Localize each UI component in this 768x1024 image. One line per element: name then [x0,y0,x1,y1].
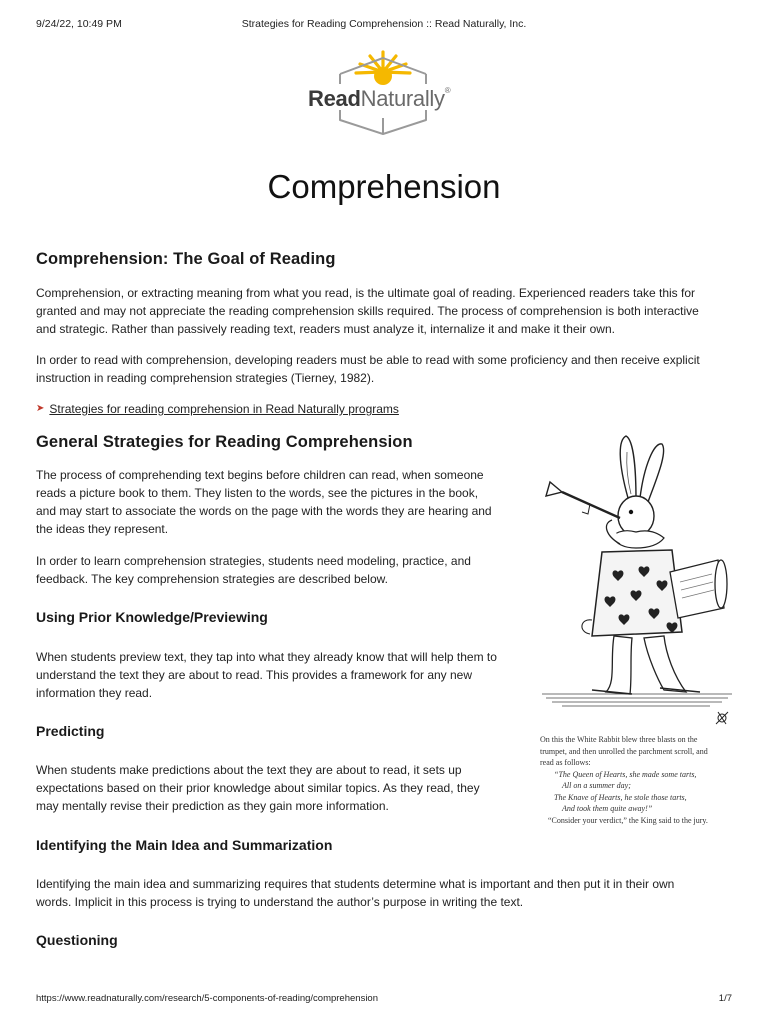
caption-line: “Consider your verdict,” the King said to the jury. [548,815,708,825]
white-rabbit-drawing [532,432,742,732]
caption-line: And took them quite away!” [562,804,653,813]
text-line: In order to learn comprehension strategies, students need modeling, practice, and [36,554,471,568]
page-title: Comprehension [267,168,501,205]
text-line: and strategic. Rather than passively reading text, readers must analyze it, internalize it and make it their own. [36,322,615,336]
caption-line: “The Queen of Hearts, she made some tarts, [554,769,697,779]
paragraph-prior-knowledge [36,648,497,702]
text-line: reads a picture book to them. They listen to the words, see the pictures in the book, [36,486,479,500]
heading-general-strategies: General Strategies for Reading Comprehension [36,433,413,451]
text-line: granted and may not appreciate the reading comprehension skills required. The process of comprehension is both interactive [36,304,699,318]
text-line: Comprehension, or extracting meaning from what you read, is the ultimate goal of reading. Experienced readers take this for [36,286,696,300]
heading-questioning: Questioning [36,932,118,948]
registered-mark: ® [444,86,451,95]
text-line: instruction in reading comprehension strategies (Tierney, 1982). [36,371,375,385]
read-naturally-logo[interactable] [300,48,470,136]
text-line: When students preview text, they tap into what they already know that will help them to [36,650,497,664]
text-line: In order to read with comprehension, developing readers must be able to read with some proficiency and then receive explicit [36,353,700,367]
print-header [36,18,732,32]
text-line: expectations based on their prior knowledge about similar topics. As they read, they [36,781,480,795]
programs-link-row [36,400,399,418]
white-rabbit-illustration [532,432,742,732]
text-line: words. Implicit in this process is trying to understand the author’s purpose in writing the text. [36,895,524,909]
print-footer [36,993,732,1007]
text-line: Identifying the main idea and summarizing requires that students determine what is important and then put it in their own [36,877,675,891]
text-line: understand the text they are about to read. This provides a framework for any new [36,668,473,682]
paragraph-goal-1 [36,284,699,338]
caption-line: On this the White Rabbit blew three blasts on the [540,735,698,744]
text-line: The process of comprehending text begins before children can read, when someone [36,468,484,482]
caption-line: read as follows: [540,758,591,767]
logo-naturally-text: Naturally [360,86,445,111]
caption-line: trumpet, and then unrolled the parchment scroll, and [540,746,708,756]
text-line: feedback. The key comprehension strategies are described below. [36,572,388,586]
paragraph-general-1 [36,466,492,538]
paragraph-goal-2 [36,351,700,387]
logo-read-text: Read [308,86,361,111]
page-url: https://www.readnaturally.com/research/5-components-of-reading/comprehension [36,993,378,1004]
paragraph-predicting [36,761,480,815]
text-line: When students make predictions about the text they are about to read, it sets up [36,763,462,777]
heading-main-idea: Identifying the Main Idea and Summarization [36,837,333,853]
text-line: the ideas they represent. [36,522,169,536]
text-line: and may start to associate the words on the page with the words they are hearing and [36,504,492,518]
red-arrow-icon: ➤ [36,403,45,414]
heading-predicting: Predicting [36,723,105,739]
illustration-caption [540,734,740,826]
page-number: 1/7 [718,993,732,1004]
strategies-programs-link[interactable]: Strategies for reading comprehension in Read Naturally programs [49,402,399,416]
print-datetime: 9/24/22, 10:49 PM [36,18,122,30]
print-page-title: Strategies for Reading Comprehension :: Read Naturally, Inc. [241,18,527,30]
heading-goal-of-reading: Comprehension: The Goal of Reading [36,250,336,268]
logo-wordmark [308,86,450,112]
caption-line: All on a summer day; [562,781,631,790]
caption-line: The Knave of Hearts, he stole those tarts, [554,792,687,802]
paragraph-main-idea [36,875,674,911]
heading-prior-knowledge: Using Prior Knowledge/Previewing [36,609,268,625]
text-line: may mentally revise their prediction as they gain more information. [36,799,389,813]
paragraph-general-2 [36,552,471,588]
text-line: information they read. [36,686,153,700]
